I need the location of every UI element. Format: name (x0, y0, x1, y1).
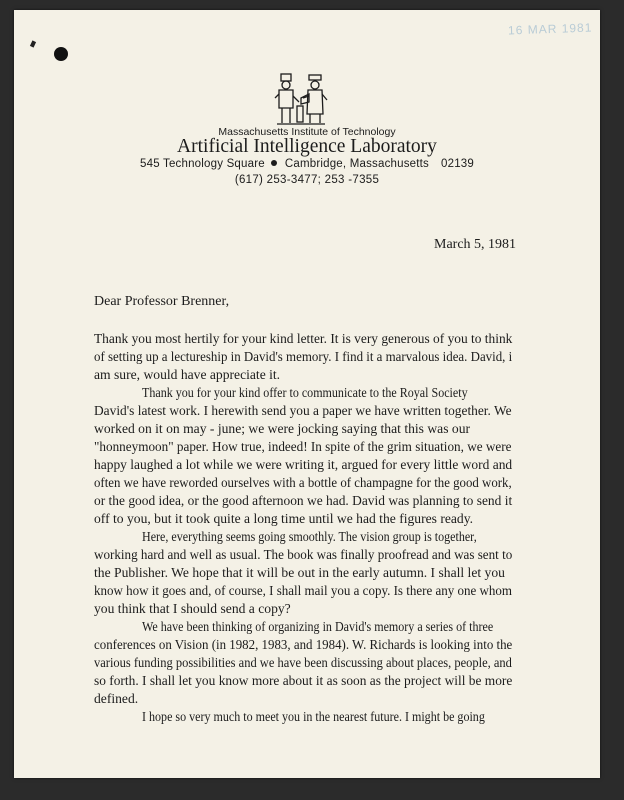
body-line: or the good idea, or the good afternoon we had. David was planning to send it (94, 493, 513, 508)
phone-numbers: (617) 253-3477; 253 -7355 (234, 174, 380, 186)
body-line: Thank you most hertily for your kind letter. It is very generous of you to think (94, 331, 513, 346)
mit-seal-logo-icon (273, 68, 329, 128)
lab-name: Artificial Intelligence Laboratory (177, 136, 437, 157)
letter-date: March 5, 1981 (434, 237, 517, 252)
address-city: Cambridge, Massachusetts (284, 158, 429, 170)
body-line: defined. (94, 691, 139, 706)
punch-hole (54, 47, 68, 61)
body-line: conferences on Vision (in 1982, 1983, and 1984). W. Richards is looking into the (94, 637, 513, 652)
paper-mark (30, 40, 36, 47)
body-line: working hard and well as usual. The book was finally proofread and was sent to (94, 547, 513, 562)
body-line: am sure, would have appreciate it. (94, 367, 281, 382)
bullet-icon (271, 160, 277, 166)
body-line: worked on it on may - june; we were jocking saying that this was our (94, 421, 471, 436)
body-line: Thank you for your kind offer to communicate to the Royal Society (142, 385, 468, 400)
body-line: know how it goes and, of course, I shall mail you a copy. Is there any one whom (94, 583, 513, 598)
body-line: We have been thinking of organizing in David's memory a series of three (142, 619, 494, 634)
body-line: of setting up a lectureship in David's memory. I find it a marvalous idea. David, i (94, 349, 513, 364)
body-line: the Publisher. We hope that it will be out in the early autumn. I shall let you (94, 565, 505, 580)
body-line: I hope so very much to meet you in the nearest future. I might be going (142, 709, 485, 724)
address (14, 158, 600, 170)
address-street: 545 Technology Square (140, 158, 265, 170)
letter-page (14, 10, 600, 778)
body-line: off to you, but it took quite a long time until we had the figures ready. (94, 511, 474, 526)
body-line: various funding possibilities and we have been discussing about places, people, and (94, 655, 512, 670)
body-line: so forth. I shall let you know more about it as soon as the project will be more (94, 673, 513, 688)
body-line: "honneymoon" paper. How true, indeed! In spite of the grim situation, we were (94, 439, 512, 454)
body-line: Here, everything seems going smoothly. The vision group is together, (142, 529, 477, 544)
salutation: Dear Professor Brenner, (94, 294, 230, 309)
body-line: often we have reworded ourselves with a bottle of champagne for the good work, (94, 475, 512, 490)
body-line: happy laughed a lot while we were writing it, argued for every little word and (94, 457, 513, 472)
body-line: you think that I should send a copy? (94, 601, 291, 616)
institute-name: Massachusetts Institute of Technology (218, 126, 396, 138)
address-zip: 02139 (441, 158, 474, 170)
body-line: David's latest work. I herewith send you a paper we have written together. We (94, 403, 512, 418)
date-received-stamp: 16 MAR 1981 (507, 20, 593, 38)
